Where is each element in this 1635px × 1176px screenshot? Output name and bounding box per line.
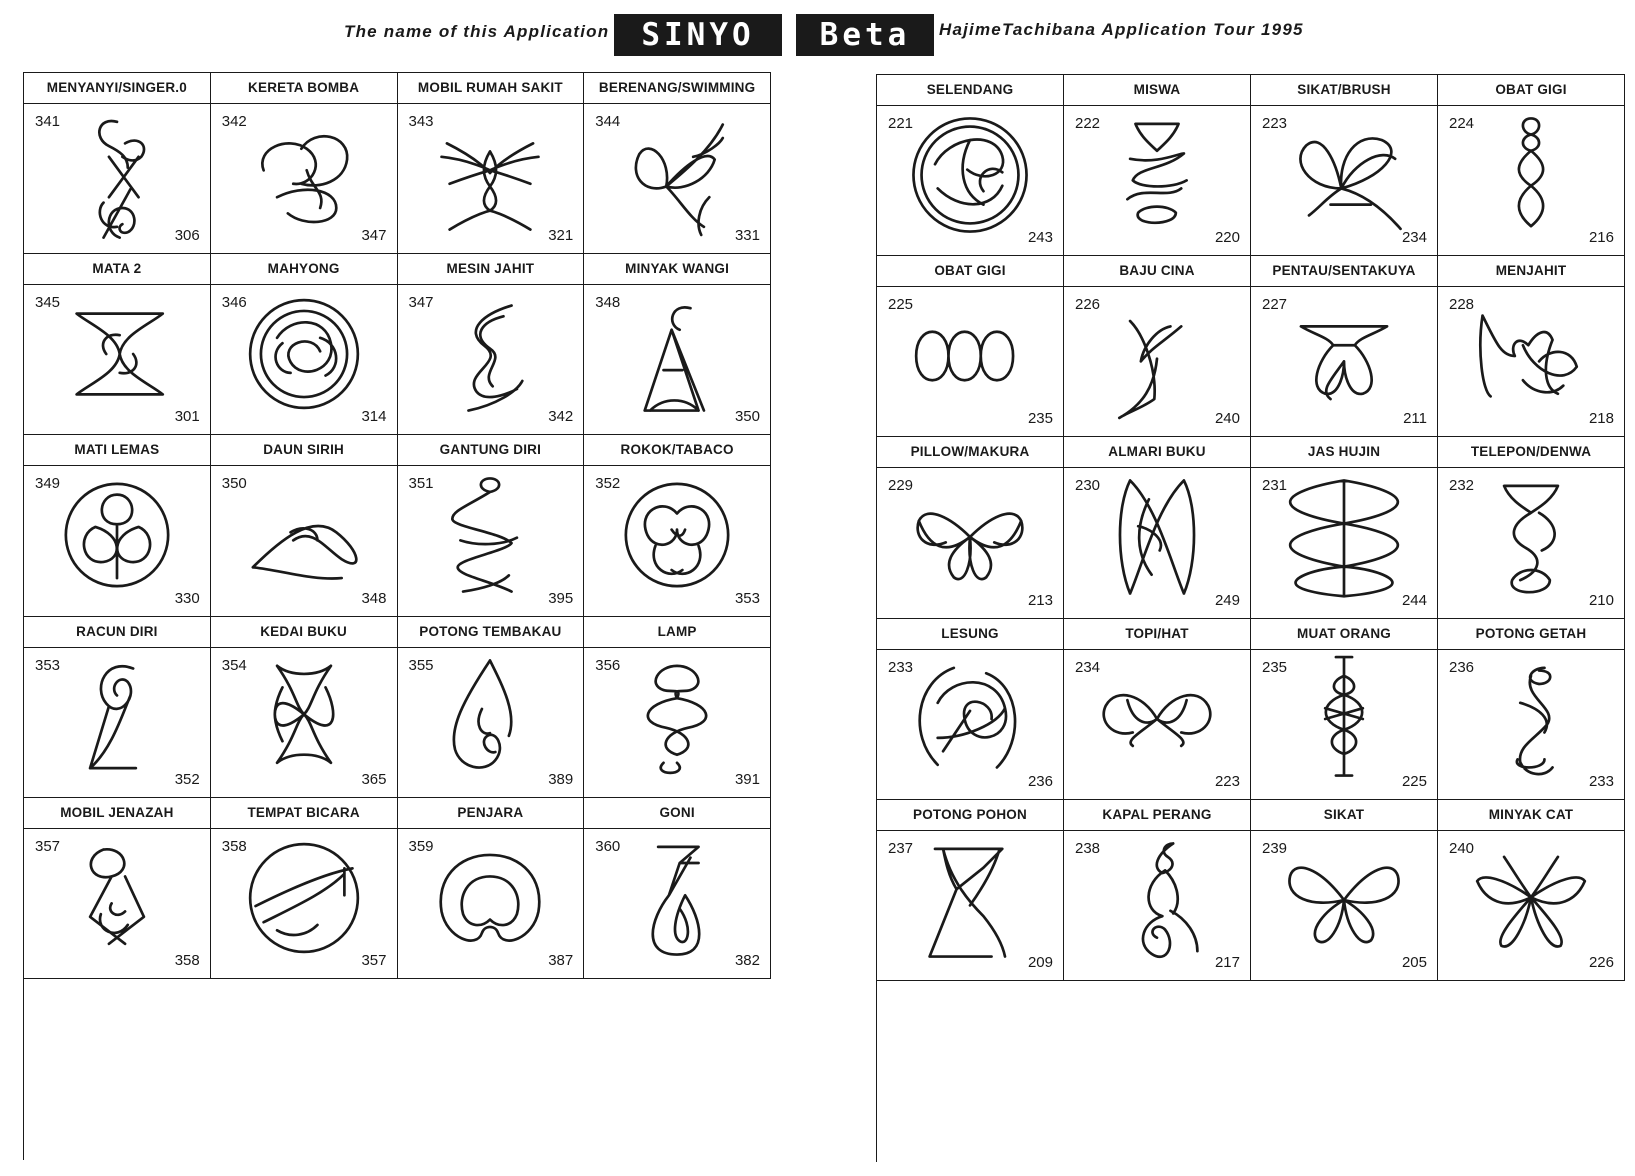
symbol-cell — [877, 619, 1064, 800]
symbol-number: 352 — [595, 475, 621, 493]
symbol-number: 226 — [1075, 296, 1101, 314]
symbol-title: MOBIL RUMAH SAKIT — [398, 73, 584, 104]
symbol-number: 344 — [595, 113, 621, 130]
hourglass-glyph-icon — [47, 284, 187, 424]
symbol-cell — [1251, 256, 1438, 437]
mortar-glyph-icon — [900, 649, 1040, 789]
symbol-number: 360 — [595, 837, 621, 855]
symbol-code: 235 — [1027, 410, 1053, 428]
symbol-code: 314 — [361, 408, 387, 426]
symbol-code: 223 — [1214, 772, 1240, 790]
symbol-cell — [398, 435, 585, 616]
symbol-cell — [1064, 619, 1251, 800]
symbol-code: 205 — [1401, 953, 1427, 971]
logo-sinyo: SINYO — [614, 14, 782, 56]
symbol-number: 222 — [1075, 115, 1101, 132]
symbol-number: 230 — [1075, 477, 1101, 495]
rubber-glyph-icon — [1461, 649, 1601, 789]
logo-beta: Beta — [796, 14, 934, 56]
symbol-title: MAHYONG — [211, 254, 397, 285]
symbol-title: TEMPAT BICARA — [211, 798, 397, 829]
symbol-cell — [211, 798, 398, 979]
symbol-code: 243 — [1027, 229, 1053, 247]
symbol-number: 355 — [408, 656, 434, 674]
symbol-cell — [1064, 800, 1251, 981]
symbol-title: MENYANYI/SINGER.0 — [24, 73, 210, 104]
lamp-glyph-icon — [607, 647, 747, 787]
symbol-cell — [24, 617, 211, 798]
symbol-cell — [1064, 75, 1251, 256]
symbol-cell — [24, 798, 211, 979]
symbol-title: MINYAK WANGI — [584, 254, 770, 285]
flower-circle-glyph-icon — [607, 465, 747, 605]
double-bow-glyph-icon — [234, 647, 374, 787]
symbol-cell — [584, 73, 771, 254]
symbol-code: 391 — [734, 770, 760, 788]
symbol-number: 232 — [1449, 477, 1475, 495]
symbol-code: 209 — [1027, 953, 1053, 971]
symbol-code: 365 — [361, 770, 387, 788]
symbol-cell — [584, 798, 771, 979]
trefoil-circle-glyph-icon — [47, 465, 187, 605]
symbol-cell — [24, 254, 211, 435]
paint-glyph-icon — [1461, 830, 1601, 970]
circle-knot-glyph-icon — [234, 284, 374, 424]
hearse-glyph-icon — [47, 828, 187, 968]
loops-glyph-icon — [234, 103, 374, 243]
symbol-title: OBAT GIGI — [877, 256, 1063, 287]
symbol-code: 352 — [174, 770, 200, 788]
symbol-number: 234 — [1075, 658, 1101, 676]
swimmer-glyph-icon — [607, 103, 747, 243]
page-header — [0, 14, 1635, 52]
symbol-code: 210 — [1588, 591, 1614, 609]
symbol-cell — [1438, 437, 1625, 618]
symbol-number: 227 — [1262, 296, 1288, 314]
circle-stroke-glyph-icon — [234, 828, 374, 968]
symbol-code: 233 — [1588, 772, 1614, 790]
symbol-cell — [584, 617, 771, 798]
symbol-number: 354 — [221, 656, 247, 674]
symbol-cell — [211, 617, 398, 798]
symbol-number: 225 — [888, 296, 914, 314]
symbol-cell — [1438, 256, 1625, 437]
symbol-number: 224 — [1449, 115, 1475, 132]
symbol-cell — [584, 435, 771, 616]
brush-glyph-icon — [1274, 105, 1414, 245]
symbol-title: GONI — [584, 798, 770, 829]
symbol-number: 349 — [35, 475, 61, 493]
symbol-title: JAS HUJIN — [1251, 437, 1437, 468]
symbol-number: 228 — [1449, 296, 1475, 314]
symbol-code: 350 — [734, 408, 760, 426]
symbol-number: 341 — [35, 113, 61, 130]
symbol-number: 221 — [888, 115, 914, 132]
symbol-number: 347 — [408, 294, 434, 312]
chain-glyph-icon — [1461, 105, 1601, 245]
symbol-code: 236 — [1027, 772, 1053, 790]
symbol-number: 348 — [595, 294, 621, 312]
symbol-title: DAUN SIRIH — [211, 435, 397, 466]
symbol-number: 358 — [221, 837, 247, 855]
loops-row-glyph-icon — [900, 286, 1040, 426]
symbol-number: 353 — [35, 656, 61, 674]
symbol-cell — [877, 256, 1064, 437]
hat-glyph-icon — [1087, 649, 1227, 789]
symbol-cell — [24, 73, 211, 254]
symbol-cell — [398, 73, 585, 254]
symbol-title: ALMARI BUKU — [1064, 437, 1250, 468]
symbol-title: GANTUNG DIRI — [398, 435, 584, 466]
totem-glyph-icon — [1274, 649, 1414, 789]
symbol-number: 229 — [888, 477, 914, 495]
symbol-number: 235 — [1262, 658, 1288, 676]
symbol-number: 357 — [35, 837, 61, 855]
phone-glyph-icon — [1461, 467, 1601, 607]
symbol-cell — [584, 254, 771, 435]
symbol-number: 240 — [1449, 839, 1475, 857]
symbol-number: 343 — [408, 113, 434, 130]
scarf-circle-glyph-icon — [900, 105, 1040, 245]
symbol-title: SELENDANG — [877, 75, 1063, 106]
symbol-title: TELEPON/DENWA — [1438, 437, 1624, 468]
symbol-title: KEDAI BUKU — [211, 617, 397, 648]
symbol-code: 342 — [548, 408, 574, 426]
symbol-title: LESUNG — [877, 619, 1063, 650]
symbol-cell — [877, 75, 1064, 256]
poison-glyph-icon — [47, 647, 187, 787]
symbol-cell — [877, 800, 1064, 981]
symbol-number: 223 — [1262, 115, 1288, 132]
symbol-code: 353 — [734, 589, 760, 607]
symbol-title: BAJU CINA — [1064, 256, 1250, 287]
symbol-code: 330 — [174, 589, 200, 607]
symbol-number: 238 — [1075, 839, 1101, 857]
symbol-number: 345 — [35, 294, 61, 312]
warship-glyph-icon — [1087, 830, 1227, 970]
stack-glyph-icon — [1274, 467, 1414, 607]
symbol-title: SIKAT/BRUSH — [1251, 75, 1437, 106]
symbol-code: 306 — [174, 227, 200, 245]
symbol-cell — [1251, 619, 1438, 800]
symbol-code: 244 — [1401, 591, 1427, 609]
symbol-code: 357 — [361, 951, 387, 969]
symbol-code: 382 — [734, 951, 760, 969]
symbol-number: 237 — [888, 839, 914, 857]
symbol-cell — [398, 798, 585, 979]
symbol-number: 350 — [221, 475, 247, 493]
symbol-number: 239 — [1262, 839, 1288, 857]
symbol-title: MOBIL JENAZAH — [24, 798, 210, 829]
singer-glyph-icon — [47, 103, 187, 243]
symbol-number: 233 — [888, 658, 914, 676]
symbol-title: KAPAL PERANG — [1064, 800, 1250, 831]
symbol-title: TOPI/HAT — [1064, 619, 1250, 650]
symbol-title: PILLOW/MAKURA — [877, 437, 1063, 468]
butterfly-glyph-icon — [1274, 830, 1414, 970]
symbol-number: 359 — [408, 837, 434, 855]
symbol-title: KERETA BOMBA — [211, 73, 397, 104]
symbol-code: 217 — [1214, 953, 1240, 971]
symbol-code: 218 — [1588, 410, 1614, 428]
symbol-cell — [398, 254, 585, 435]
zigzag-glyph-icon — [420, 465, 560, 605]
symbol-title: MESIN JAHIT — [398, 254, 584, 285]
symbol-code: 240 — [1214, 410, 1240, 428]
symbol-code: 211 — [1403, 410, 1427, 428]
symbol-cell — [1251, 437, 1438, 618]
symbol-code: 225 — [1401, 772, 1427, 790]
symbol-title: MISWA — [1064, 75, 1250, 106]
symbol-code: 347 — [361, 227, 387, 245]
table-glyph-icon — [1274, 286, 1414, 426]
symbol-title: BERENANG/SWIMMING — [584, 73, 770, 104]
symbol-title: MENJAHIT — [1438, 256, 1624, 287]
symbol-cell — [1064, 437, 1251, 618]
symbol-code: 220 — [1214, 229, 1240, 247]
symbol-title: PENTAU/SENTAKUYA — [1251, 256, 1437, 287]
symbol-cell — [1438, 800, 1625, 981]
symbol-cell — [1438, 75, 1625, 256]
symbol-title: SIKAT — [1251, 800, 1437, 831]
symbol-cell — [1438, 619, 1625, 800]
symbol-code: 216 — [1588, 229, 1614, 247]
symbol-title: MINYAK CAT — [1438, 800, 1624, 831]
symbol-number: 231 — [1262, 477, 1288, 495]
symbol-title: OBAT GIGI — [1438, 75, 1624, 106]
header-right-text: HajimeTachibana Application Tour 1995 — [939, 20, 1304, 39]
symbol-title: POTONG TEMBAKAU — [398, 617, 584, 648]
symbol-title: RACUN DIRI — [24, 617, 210, 648]
symbol-code: 321 — [548, 227, 574, 245]
symbol-title: ROKOK/TABACO — [584, 435, 770, 466]
drop-glyph-icon — [420, 647, 560, 787]
symbol-code: 234 — [1401, 229, 1427, 247]
symbol-title: MATI LEMAS — [24, 435, 210, 466]
bow-glyph-icon — [900, 467, 1040, 607]
symbol-cell — [211, 435, 398, 616]
symbol-title: POTONG GETAH — [1438, 619, 1624, 650]
symbol-title: LAMP — [584, 617, 770, 648]
header-left-text: The name of this Application — [344, 22, 610, 41]
noodle-glyph-icon — [1087, 105, 1227, 245]
symbol-code: 389 — [548, 770, 574, 788]
left-symbol-grid — [23, 72, 771, 1160]
symbol-cell — [398, 617, 585, 798]
leaf-glyph-icon — [234, 465, 374, 605]
symbol-code: 387 — [548, 951, 574, 969]
y-stroke-glyph-icon — [1087, 286, 1227, 426]
symbol-code: 213 — [1027, 591, 1053, 609]
symbol-cell — [1064, 256, 1251, 437]
cabinet-glyph-icon — [1087, 467, 1227, 607]
perfume-glyph-icon — [607, 284, 747, 424]
heart-glyph-icon — [420, 828, 560, 968]
symbol-title: PENJARA — [398, 798, 584, 829]
symbol-number: 356 — [595, 656, 621, 674]
symbol-number: 236 — [1449, 658, 1475, 676]
symbol-code: 301 — [174, 408, 200, 426]
tree-x-glyph-icon — [900, 830, 1040, 970]
symbol-code: 226 — [1588, 953, 1614, 971]
symbol-cell — [1251, 800, 1438, 981]
symbol-cell — [24, 435, 211, 616]
symbol-cell — [211, 73, 398, 254]
symbol-code: 249 — [1214, 591, 1240, 609]
symbol-code: 331 — [734, 227, 760, 245]
symbol-code: 348 — [361, 589, 387, 607]
symbol-cell — [1251, 75, 1438, 256]
symbol-cell — [877, 437, 1064, 618]
symbol-number: 351 — [408, 475, 434, 493]
symbol-title: MATA 2 — [24, 254, 210, 285]
sack-glyph-icon — [607, 828, 747, 968]
dragonfly-glyph-icon — [420, 103, 560, 243]
symbol-cell — [211, 254, 398, 435]
wave-glyph-icon — [420, 284, 560, 424]
symbol-title: POTONG POHON — [877, 800, 1063, 831]
sewing-glyph-icon — [1461, 286, 1601, 426]
symbol-number: 342 — [221, 113, 247, 130]
symbol-code: 358 — [174, 951, 200, 969]
right-symbol-grid — [876, 74, 1625, 1162]
symbol-number: 346 — [221, 294, 247, 312]
symbol-title: MUAT ORANG — [1251, 619, 1437, 650]
symbol-code: 395 — [548, 589, 574, 607]
